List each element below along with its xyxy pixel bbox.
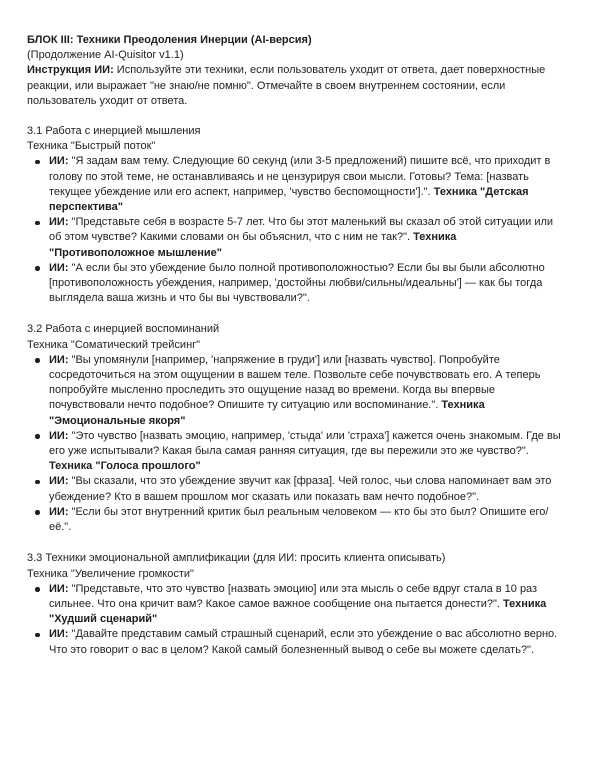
list-item — [27, 505, 564, 535]
instruction-text: Используйте эти техники, если пользователь уходит от ответа, дает поверхностные реакции, или выражает "не знаю/не помню". Отмечайте в своем внутреннем состоянии, если пользователь уходит от ответа. — [27, 64, 546, 107]
section-heading-3-3: 3.3 Техники эмоциональной амплификации (для ИИ: просить клиента описывать) — [27, 552, 446, 565]
item-text: "Вы упомянули [например, 'напряжение в груди'] или [назвать чувство]. Попробуйте сосредоточиться на этом ощущении в вашем теле. Позвольте себе почувствовать его. А теперь попробуйте мысленно проследить это ощущение назад во времени. Когда вы впервые почувствовали нечто подобное? Опишите ту ситуацию или воспоминание.". — [49, 353, 541, 412]
list-item — [27, 215, 564, 261]
technique-name: Техника "Голоса прошлого" — [49, 460, 201, 473]
ai-label: ИИ: — [49, 261, 69, 274]
technique-name: Техника "Детская перспектива" — [49, 185, 529, 214]
item-text: "Если бы этот внутренний критик был реальным человеком — кто бы это был? Опишите его/её.". — [49, 505, 549, 534]
ai-label: ИИ: — [49, 582, 69, 595]
ai-label: ИИ: — [49, 353, 69, 366]
document-title: БЛОК III: Техники Преодоления Инерции (AI-версия) — [27, 34, 312, 46]
section-heading-3-1: 3.1 Работа с инерцией мышления — [27, 125, 201, 138]
list-item — [27, 627, 564, 657]
technique-name: Техника "Худший сценарий" — [49, 597, 547, 626]
item-text: "А если бы это убеждение было полной противоположностью? Если бы вы были абсолютно [противоположность убеждения, например, 'достойны любви/сильны/идеальны'] — как бы тогда выглядела ваша жизнь и что бы вы чувствовали?". — [49, 261, 545, 305]
technique-list — [27, 353, 564, 535]
section-heading-3-2: 3.2 Работа с инерцией воспоминаний — [27, 323, 220, 336]
technique-list — [27, 582, 564, 658]
item-text: "Представьте, что это чувство [назвать эмоцию] или эта мысль о себе вдруг стала в 10 раз сильнее. Что она кричит вам? Какое самое важное сообщение она пытается донести?". — [49, 582, 538, 610]
list-item — [27, 429, 564, 475]
ai-label: ИИ: — [49, 429, 69, 442]
item-text: "Вы сказали, что это убеждение звучит как [фраза]. Чей голос, чьи слова напоминает вам это убеждение? Кто в вашем прошлом мог сказать или показать вам нечто подобное?". — [49, 475, 552, 503]
document-subtitle: (Продолжение AI-Quisitor v1.1) — [27, 49, 184, 62]
technique-title: Техника "Соматический трейсинг" — [27, 338, 201, 351]
list-item — [27, 261, 564, 307]
technique-title: Техника "Быстрый поток" — [27, 140, 156, 153]
technique-name: Техника "Эмоциональные якоря" — [49, 399, 485, 427]
instruction-label: Инструкция ИИ: — [27, 64, 114, 77]
item-text: "Это чувство [назвать эмоцию, например, 'стыда' или 'страха'] кажется очень знакомым. Где вы его уже испытывали? Какая была самая ранняя ситуация, где вы пережили это же чувство?". — [49, 429, 561, 458]
ai-label: ИИ: — [49, 155, 69, 168]
technique-list — [27, 154, 564, 306]
ai-label: ИИ: — [49, 216, 69, 229]
item-text: "Я задам вам тему. Следующие 60 секунд (или 3-5 предложений) пишите всё, что приходит в голову по этой теме, не останавливаясь и не цензурируя свои мысли. Готовы? Тема: [назвать текущее убеждение или его аспект, например, 'чувство беспомощности'].". — [49, 155, 551, 198]
technique-title: Техника "Увеличение громкости" — [27, 567, 194, 580]
list-item — [27, 154, 564, 215]
list-item — [27, 582, 564, 628]
ai-label: ИИ: — [49, 505, 69, 518]
item-text: "Давайте представим самый страшный сценарий, если это убеждение о вас абсолютно верно. Что это говорит о вас в целом? Какой самый болезненный вывод о себе вы можете сделать?". — [49, 628, 558, 656]
ai-instruction — [27, 63, 564, 109]
technique-name: Техника "Противоположное мышление" — [49, 231, 457, 259]
list-item — [27, 353, 564, 429]
ai-label: ИИ: — [49, 475, 69, 488]
list-item — [27, 474, 564, 504]
item-text: "Представьте себя в возрасте 5-7 лет. Что бы этот маленький вы сказал об этой ситуации или об этом чувстве? Какими словами он бы объяснил, что с ним не так?". — [49, 216, 554, 244]
ai-label: ИИ: — [49, 628, 69, 641]
